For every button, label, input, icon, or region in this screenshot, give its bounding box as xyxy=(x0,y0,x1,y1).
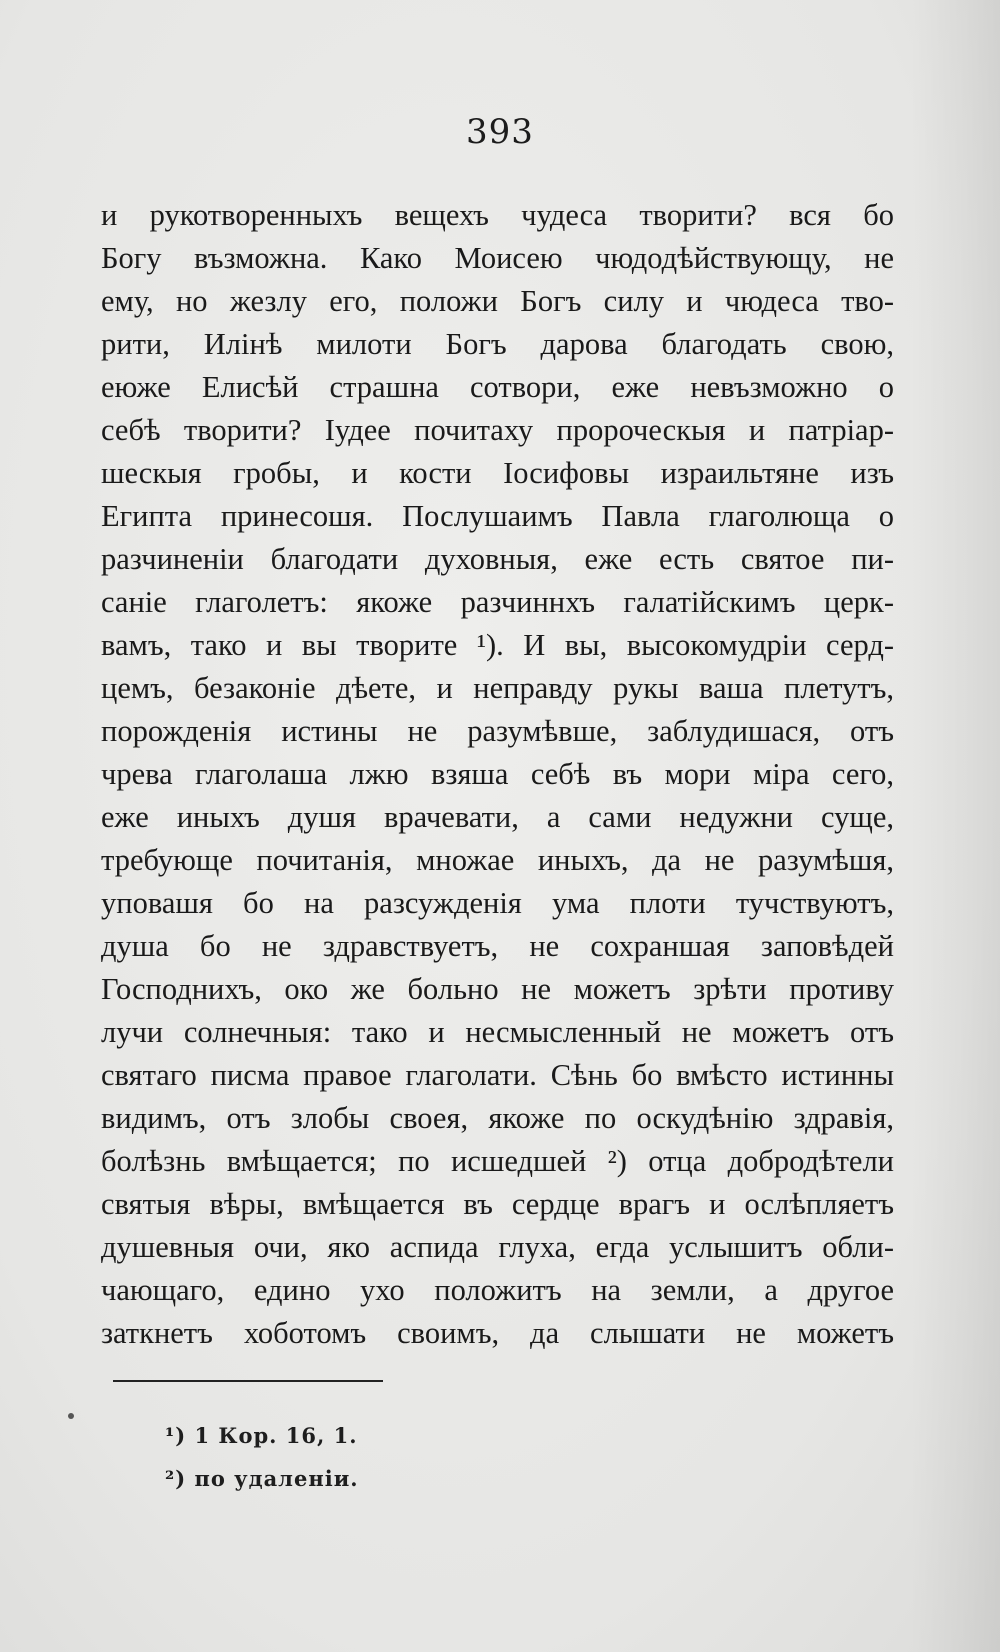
text-line: душевныя очи, яко аспида глуха, егда услышитъ обли- xyxy=(101,1230,894,1264)
text-line: лучи солнечныя: тако и несмысленный не можетъ отъ xyxy=(101,1015,894,1049)
body-text xyxy=(101,194,894,1355)
text-line: вамъ, тако и вы творите ¹). И вы, высокомудріи серд- xyxy=(101,628,894,662)
text-line: видимъ, отъ злобы своея, якоже по оскудѣнію здравія, xyxy=(101,1101,894,1135)
text-line: требующе почитанія, множае иныхъ, да не разумѣшя, xyxy=(101,843,894,877)
text-line: рити, Илінѣ милоти Богъ дарова благодать свою, xyxy=(101,327,894,361)
text-line: болѣзнь вмѣщается; по исшедшей ²) отца добродѣтели xyxy=(101,1144,894,1178)
text-line: чрева глаголаша лжю взяша себѣ въ мори міра сего, xyxy=(101,757,894,791)
text-line: чающаго, едино ухо положитъ на земли, а другое xyxy=(101,1273,894,1307)
text-line: Богу възможна. Како Моисею чюдодѣйствующу, не xyxy=(101,241,894,275)
page-edge-shadow xyxy=(910,0,1000,1652)
text-line: уповашя бо на разсужденія ума плоти тучствуютъ, xyxy=(101,886,894,920)
text-line: святаго писма правое глаголати. Сѣнь бо вмѣсто истинны xyxy=(101,1058,894,1092)
footnote: ¹) 1 Кор. 16, 1. xyxy=(165,1423,358,1448)
text-line: ему, но жезлу его, положи Богъ силу и чюдеса тво- xyxy=(101,284,894,318)
text-line: порожденія истины не разумѣвше, заблудишася, отъ xyxy=(101,714,894,748)
text-line: и рукотворенныхъ вещехъ чудеса творити? вся бо xyxy=(101,198,894,232)
text-line: еже иныхъ душя врачевати, а сами недужни суще, xyxy=(101,800,894,834)
text-line: Египта принесошя. Послушаимъ Павла глаголюща о xyxy=(101,499,894,533)
text-line: Господнихъ, око же больно не можетъ зрѣти противу xyxy=(101,972,894,1006)
footnotes xyxy=(165,1414,359,1500)
text-line: себѣ творити? Іудее почитаху пророческыя и патріар- xyxy=(101,413,894,447)
footnote: ²) по удаленіи. xyxy=(165,1466,359,1491)
text-line: разчиненіи благодати духовныя, еже есть святое пи- xyxy=(101,542,894,576)
text-line: святыя вѣры, вмѣщается въ сердце врагъ и ослѣпляетъ xyxy=(101,1187,894,1221)
text-line: еюже Елисѣй страшна сотвори, еже невъзможно о xyxy=(101,370,894,404)
text-line: цемъ, безаконіе дѣете, и неправду рукы ваша плетутъ, xyxy=(101,671,894,705)
ink-speck xyxy=(68,1413,74,1419)
text-line: саніе глаголетъ: якоже разчиннхъ галатійскимъ церк- xyxy=(101,585,894,619)
page-number: 393 xyxy=(466,112,534,152)
text-line: душа бо не здравствуетъ, не сохраншая заповѣдей xyxy=(101,929,894,963)
text-line: заткнетъ хоботомъ своимъ, да слышати не можетъ xyxy=(101,1316,894,1350)
footnote-divider xyxy=(113,1380,383,1382)
text-line: шескыя гробы, и кости Іосифовы израильтяне изъ xyxy=(101,456,894,490)
